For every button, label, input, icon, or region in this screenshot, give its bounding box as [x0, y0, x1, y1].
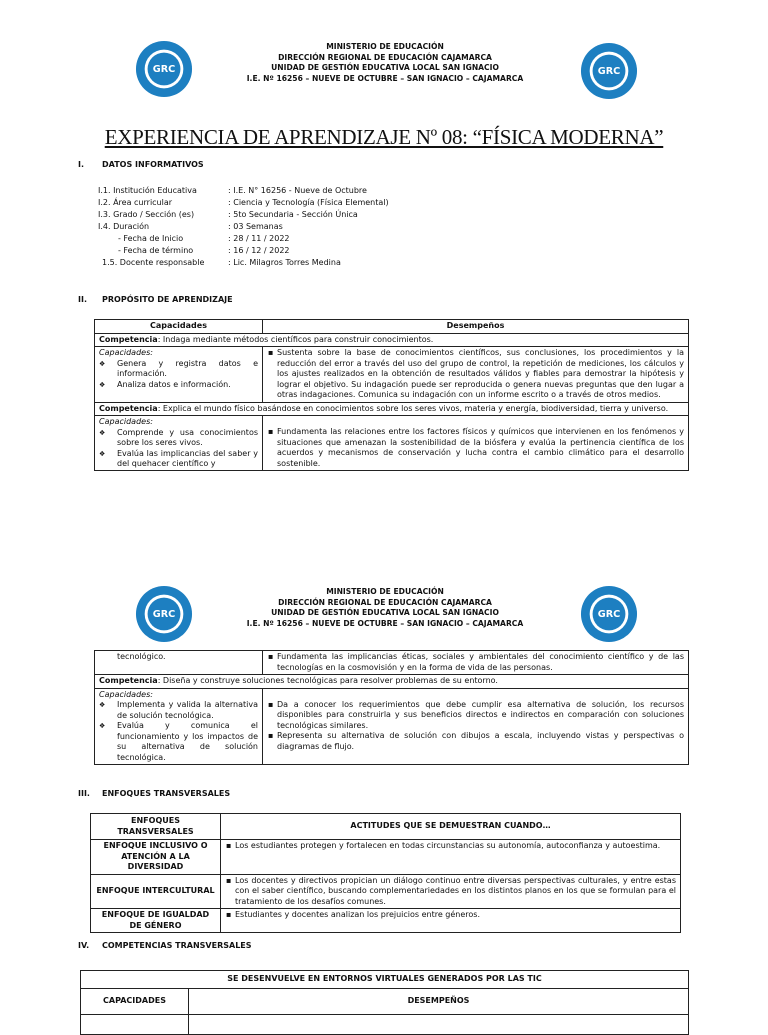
desempeno-item: ▪ Representa su alternativa de solución con dibujos a escala, incluyendo vistas y perspectivas o diagramas de flujo.	[277, 731, 684, 752]
svg-text:GRC: GRC	[597, 65, 621, 77]
datos-key: - Fecha de Inicio	[118, 234, 184, 243]
capacidad-item: ❖ Implementa y valida la alternativa de solución tecnológica.	[111, 700, 258, 721]
tic-table	[80, 970, 689, 1035]
enfoques-table	[90, 813, 681, 933]
regional-direction: DIRECCIÓN REGIONAL DE EDUCACIÓN CAJAMARCA	[278, 597, 492, 607]
capacidades-cell: tecnológico.	[95, 651, 263, 675]
datos-key: - Fecha de término	[118, 246, 194, 255]
section-heading-proposito: II. PROPÓSITO DE APRENDIZAJE	[78, 295, 233, 304]
ministry-name: MINISTERIO DE EDUCACIÓN	[326, 42, 444, 51]
datos-value: : 5to Secundaria - Sección Única	[228, 210, 358, 219]
col-header-actitudes: ACTITUDES QUE SE DEMUESTRAN CUANDO…	[221, 814, 681, 840]
desempeno-item: ▪ Sustenta sobre la base de conocimientos científicos, sus conclusiones, los procedimientos y la reducción del error a través del uso del grupo de control, la repetición de mediciones, los cálculos y los ajustes realizados en la obtención de resultados válidos y fiables para demostrar la hipótesis y lograr el objetivo. Su indagación puede ser reproducida o genera nuevas preguntas que den lugar a otras indagaciones. Comunica su indagación con un informe escrito o a través de otros medios.	[277, 348, 684, 401]
datos-key: I.1. Institución Educativa	[98, 186, 197, 195]
desempenos-cell	[263, 347, 689, 403]
section-heading-enfoques: III. ENFOQUES TRANSVERSALES	[78, 789, 231, 798]
capacidad-item: ❖ Comprende y usa conocimientos sobre los seres vivos.	[111, 428, 258, 449]
institution-header	[180, 587, 590, 629]
datos-value: : 16 / 12 / 2022	[228, 246, 290, 255]
regional-direction: DIRECCIÓN REGIONAL DE EDUCACIÓN CAJAMARCA	[278, 52, 492, 62]
col-header-desempenos: Desempeños	[263, 320, 689, 334]
ministry-name: MINISTERIO DE EDUCACIÓN	[326, 587, 444, 596]
competencia-row: Competencia: Diseña y construye soluciones tecnológicas para resolver problemas de su entorno.	[95, 675, 689, 689]
tic-desempeno-cell	[189, 1015, 689, 1035]
datos-key: I.3. Grado / Sección (es)	[98, 210, 195, 219]
enfoque-text: ▪ Los docentes y directivos propician un diálogo continuo entre diversas perspectivas culturales, y entre estas con el saber científico, buscando complementariedades en los distintos planos en los que se formulan para el tratamiento de los desafíos comunes.	[221, 874, 681, 909]
datos-key: 1.5. Docente responsable	[102, 258, 205, 267]
capacidades-cell: Capacidades: ❖ Implementa y valida la alternativa de solución tecnológica. ❖ Evalúa y comunica el funcionamiento y los impactos de su alternativa de solución tecnológica.	[95, 688, 263, 765]
col-header-capacidades: Capacidades	[95, 320, 263, 334]
tic-capacidad-cell	[81, 1015, 189, 1035]
desempenos-cell	[263, 688, 689, 765]
enfoque-text: ▪ Los estudiantes protegen y fortalecen en todas circunstancias su autonomía, autoconfianza y autoestima.	[221, 840, 681, 875]
datos-key: I.2. Área curricular	[98, 198, 173, 207]
desempeno-item: ▪ Da a conocer los requerimientos que debe cumplir esa alternativa de solución, los recursos disponibles para construirla y sus beneficios directos e indirectos en comparación con soluciones tecnológicas similares.	[277, 700, 684, 732]
institution-header	[180, 42, 590, 84]
capacidades-cell: Capacidades: ❖ Genera y registra datos e información. ❖ Analiza datos e información.	[95, 347, 263, 403]
section-heading-competencias: IV. COMPETENCIAS TRANSVERSALES	[78, 941, 252, 950]
capacidad-item: ❖ Evalúa y comunica el funcionamiento y los impactos de su alternativa de solución tecnológica.	[111, 721, 258, 763]
enfoque-name: ENFOQUE DE IGUALDAD DE GÉNERO	[91, 909, 221, 933]
competencia-row: Competencia: Explica el mundo físico basándose en conocimientos sobre los seres vivos, materia y energía, biodiversidad, tierra y universo.	[95, 402, 689, 416]
ugel-name: UNIDAD DE GESTIÓN EDUCATIVA LOCAL SAN IGNACIO	[271, 63, 499, 73]
page-title: EXPERIENCIA DE APRENDIZAJE Nº 08: “FÍSICA MODERNA”	[104, 125, 664, 149]
tic-title: SE DESENVUELVE EN ENTORNOS VIRTUALES GENERADOS POR LAS TIC	[81, 971, 689, 989]
datos-value: : 03 Semanas	[228, 222, 283, 231]
datos-informativos	[98, 185, 458, 273]
svg-text:GRC: GRC	[597, 608, 621, 620]
ugel-logo-right	[580, 585, 638, 643]
col-header-enfoques: ENFOQUES TRANSVERSALES	[91, 814, 221, 840]
desempenos-cell	[263, 416, 689, 471]
capacidades-cell: Capacidades: ❖ Comprende y usa conocimientos sobre los seres vivos. ❖ Evalúa las implicancias del saber y del quehacer científico y	[95, 416, 263, 471]
datos-value: : I.E. N° 16256 - Nueve de Octubre	[228, 186, 367, 195]
school-name: I.E. Nº 16256 – NUEVE DE OCTUBRE – SAN IGNACIO – CAJAMARCA	[246, 618, 524, 628]
capacidad-item: ❖ Analiza datos e información.	[111, 380, 258, 391]
desempeno-item: ▪ Fundamenta las relaciones entre los factores físicos y químicos que intervienen en los fenómenos y situaciones que amenazan la sostenibilidad de la biósfera y evalúa la pertinencia científica de los acuerdos y mecanismos de conservación y lucha contra el cambio climático para el desarrollo sostenible.	[277, 427, 684, 469]
section-heading-datos: I. DATOS INFORMATIVOS	[78, 160, 204, 169]
capacidad-item: ❖ Evalúa las implicancias del saber y del quehacer científico y	[111, 449, 258, 470]
col-header-capacidades: CAPACIDADES	[81, 989, 189, 1015]
competencia-row: Competencia: Indaga mediante métodos científicos para construir conocimientos.	[95, 333, 689, 347]
datos-key: I.4. Duración	[98, 222, 150, 231]
datos-value: : Ciencia y Tecnología (Física Elemental)	[228, 198, 389, 207]
svg-text:GRC: GRC	[152, 608, 176, 620]
school-name: I.E. Nº 16256 – NUEVE DE OCTUBRE – SAN IGNACIO – CAJAMARCA	[246, 73, 524, 83]
ugel-logo-right	[580, 42, 638, 100]
enfoque-name: ENFOQUE INTERCULTURAL	[91, 874, 221, 909]
desempenos-cell	[263, 651, 689, 675]
capacidad-item: ❖ Genera y registra datos e información.	[111, 359, 258, 380]
desempeno-item: ▪ Fundamenta las implicancias éticas, sociales y ambientales del conocimiento científico y de las tecnologías en la cosmovisión y en la forma de vida de las personas.	[277, 652, 684, 673]
col-header-desempenos: DESEMPEÑOS	[189, 989, 689, 1015]
enfoque-name: ENFOQUE INCLUSIVO O ATENCIÓN A LA DIVERSIDAD	[91, 840, 221, 875]
datos-value: : Lic. Milagros Torres Medina	[228, 258, 341, 267]
enfoque-text: ▪ Estudiantes y docentes analizan los prejuicios entre géneros.	[221, 909, 681, 933]
svg-text:GRC: GRC	[152, 63, 176, 75]
proposito-table	[94, 319, 689, 471]
ugel-name: UNIDAD DE GESTIÓN EDUCATIVA LOCAL SAN IGNACIO	[271, 608, 499, 618]
datos-value: : 28 / 11 / 2022	[228, 234, 290, 243]
proposito-table-continued	[94, 650, 689, 765]
